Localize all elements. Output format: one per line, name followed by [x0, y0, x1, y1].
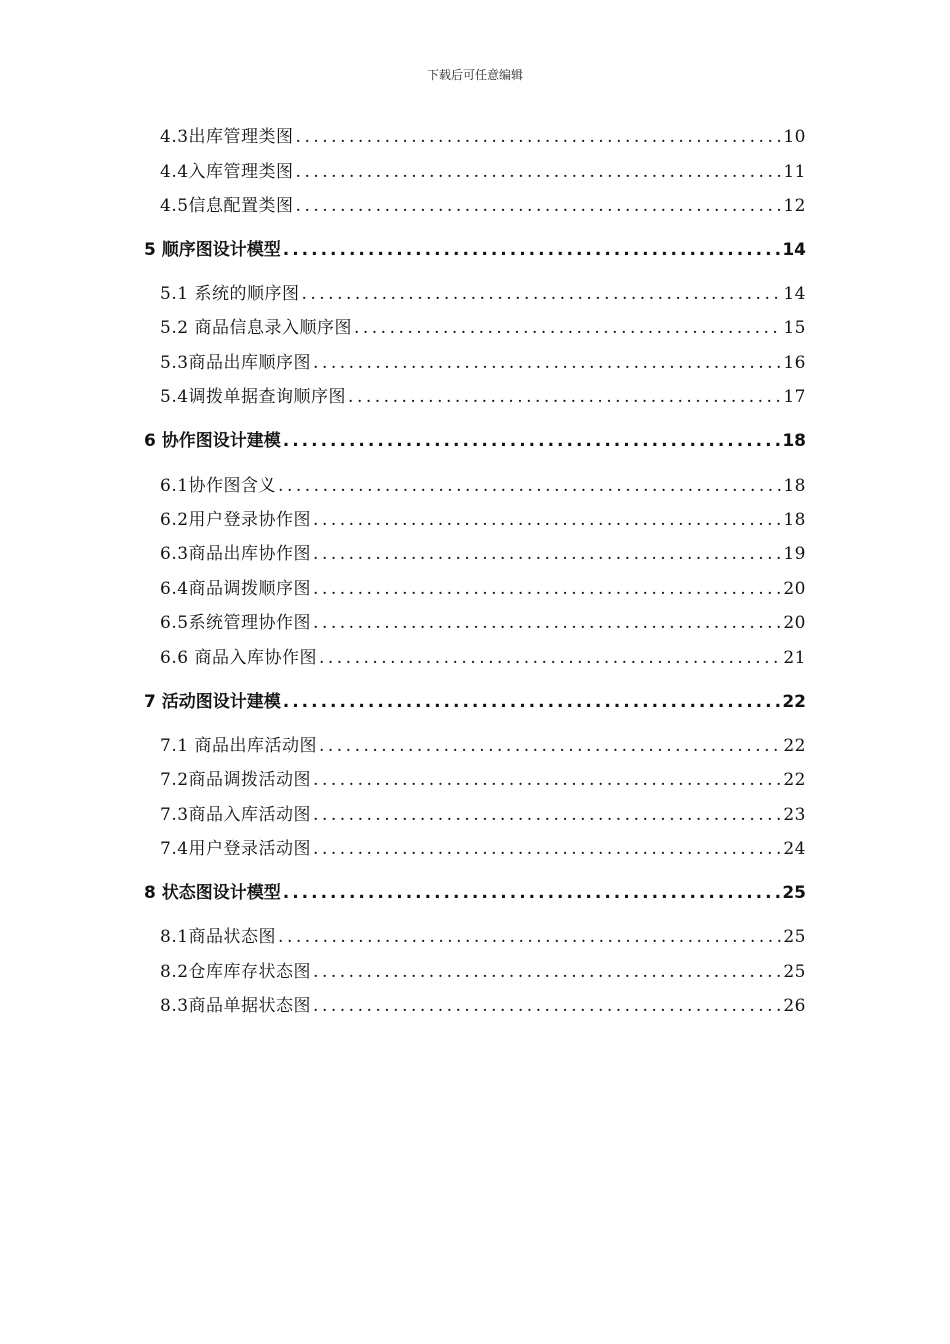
toc-leader-dots	[283, 689, 781, 715]
toc-leader-dots	[283, 428, 781, 454]
toc-entry[interactable]	[160, 993, 806, 1019]
toc-entry-page: 20	[783, 613, 806, 633]
toc-entry-title: 6.6 商品入库协作图	[160, 648, 317, 668]
toc-leader-dots	[313, 350, 781, 376]
toc-leader-dots	[313, 767, 781, 793]
toc-entry[interactable]	[160, 959, 806, 985]
toc-entry-title: 4.4入库管理类图	[160, 162, 294, 182]
toc-leader-dots	[296, 159, 782, 185]
toc-entry-title: 4.5信息配置类图	[160, 196, 294, 216]
toc-entry[interactable]	[160, 767, 806, 793]
toc-chapter-entry[interactable]	[144, 689, 806, 715]
toc-entry[interactable]	[160, 159, 806, 185]
toc-chapter-entry[interactable]	[144, 428, 806, 454]
toc-entry-title: 8.3商品单据状态图	[160, 996, 312, 1016]
toc-entry[interactable]	[160, 802, 806, 828]
toc-entry-title: 7 活动图设计建模	[144, 692, 281, 712]
toc-leader-dots	[283, 880, 781, 906]
toc-entry-page: 17	[783, 387, 806, 407]
toc-entry-title: 6.1协作图含义	[160, 476, 277, 496]
toc-leader-dots	[313, 802, 781, 828]
toc-leader-dots	[278, 924, 781, 950]
toc-entry-page: 11	[783, 162, 806, 182]
header-note: 下载后可任意编辑	[426, 68, 523, 82]
toc-entry[interactable]	[160, 315, 806, 341]
toc-entry-page: 21	[783, 648, 806, 668]
toc-entry-title: 6.3商品出库协作图	[160, 544, 312, 564]
toc-leader-dots	[313, 836, 781, 862]
toc-leader-dots	[319, 645, 781, 671]
toc-entry-page: 25	[783, 962, 806, 982]
toc-entry-page: 19	[783, 544, 806, 564]
toc-leader-dots	[283, 237, 781, 263]
toc-entry-title: 6.2用户登录协作图	[160, 510, 312, 530]
toc-entry[interactable]	[160, 350, 806, 376]
toc-entry-page: 18	[783, 476, 806, 496]
toc-leader-dots	[319, 733, 781, 759]
toc-entry-title: 7.1 商品出库活动图	[160, 736, 317, 756]
toc-leader-dots	[313, 541, 781, 567]
toc-entry-page: 15	[783, 318, 806, 338]
toc-chapter-entry[interactable]	[144, 237, 806, 263]
toc-entry[interactable]	[160, 610, 806, 636]
toc-entry-title: 6.4商品调拨顺序图	[160, 579, 312, 599]
toc-entry[interactable]	[160, 541, 806, 567]
toc-leader-dots	[313, 507, 781, 533]
toc-entry[interactable]	[160, 193, 806, 219]
toc-entry-page: 18	[782, 431, 806, 451]
toc-entry[interactable]	[160, 733, 806, 759]
toc-entry-title: 5.3商品出库顺序图	[160, 353, 312, 373]
toc-entry-page: 22	[783, 736, 806, 756]
toc-entry-page: 14	[782, 240, 806, 260]
toc-leader-dots	[301, 281, 781, 307]
toc-leader-dots	[354, 315, 781, 341]
toc-entry[interactable]	[160, 507, 806, 533]
toc-entry-page: 14	[783, 284, 806, 304]
toc-leader-dots	[296, 193, 782, 219]
toc-entry[interactable]	[160, 576, 806, 602]
toc-entry-page: 26	[783, 996, 806, 1016]
toc-entry-page: 22	[782, 692, 806, 712]
toc-entry[interactable]	[160, 384, 806, 410]
toc-entry[interactable]	[160, 473, 806, 499]
toc-entry[interactable]	[160, 924, 806, 950]
toc-chapter-entry[interactable]	[144, 880, 806, 906]
toc-entry-page: 25	[782, 883, 806, 903]
toc-leader-dots	[296, 124, 782, 150]
toc-entry-title: 6 协作图设计建模	[144, 431, 281, 451]
toc-entry[interactable]	[160, 836, 806, 862]
toc-entry-page: 12	[783, 196, 806, 216]
toc-entry-page: 25	[783, 927, 806, 947]
toc-leader-dots	[313, 959, 781, 985]
toc-entry-title: 7.4用户登录活动图	[160, 839, 312, 859]
toc-leader-dots	[278, 473, 781, 499]
toc-entry-title: 7.3商品入库活动图	[160, 805, 312, 825]
toc-leader-dots	[313, 576, 781, 602]
toc-entry-title: 5.2 商品信息录入顺序图	[160, 318, 352, 338]
toc-leader-dots	[348, 384, 781, 410]
toc-leader-dots	[313, 610, 781, 636]
toc-entry[interactable]	[160, 281, 806, 307]
toc-entry-title: 4.3出库管理类图	[160, 127, 294, 147]
toc-entry-page: 22	[783, 770, 806, 790]
toc-entry-page: 16	[783, 353, 806, 373]
toc-leader-dots	[313, 993, 781, 1019]
toc-entry-page: 10	[783, 127, 806, 147]
toc-entry-title: 5.1 系统的顺序图	[160, 284, 300, 304]
toc-entry-title: 8.1商品状态图	[160, 927, 277, 947]
toc-entry[interactable]	[160, 124, 806, 150]
toc-entry-title: 7.2商品调拨活动图	[160, 770, 312, 790]
toc-entry-title: 8.2仓库库存状态图	[160, 962, 312, 982]
toc-entry-page: 23	[783, 805, 806, 825]
toc-entry-page: 18	[783, 510, 806, 530]
toc-entry-title: 5 顺序图设计模型	[144, 240, 281, 260]
toc-entry-page: 24	[783, 839, 806, 859]
toc-entry[interactable]	[160, 645, 806, 671]
toc-entry-page: 20	[783, 579, 806, 599]
toc-entry-title: 8 状态图设计模型	[144, 883, 281, 903]
toc-entry-title: 5.4调拨单据查询顺序图	[160, 387, 347, 407]
toc-entry-title: 6.5系统管理协作图	[160, 613, 312, 633]
